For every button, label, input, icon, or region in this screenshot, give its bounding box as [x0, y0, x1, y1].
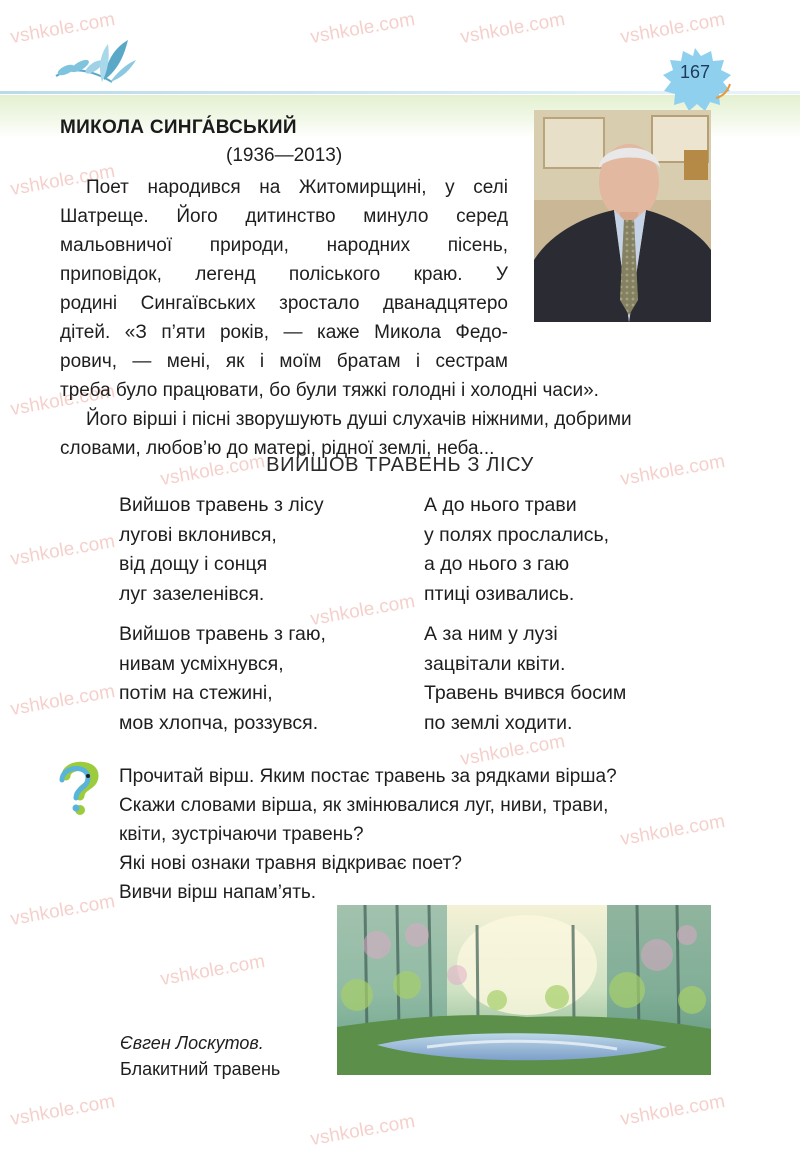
- watermark: vshkole.com: [8, 8, 117, 49]
- biography-wide: [60, 376, 632, 463]
- poem-line: потім на стежині,: [119, 682, 273, 704]
- poem-line: Вийшов травень з лісу: [119, 494, 324, 516]
- poem-line: а до нього з гаю: [424, 553, 570, 575]
- questions-block: [119, 762, 617, 907]
- page-number: 167: [679, 62, 711, 82]
- painting-title: Блакитний травень: [120, 1059, 281, 1079]
- watermark: vshkole.com: [618, 8, 727, 49]
- poem-line: Вийшов травень з гаю,: [119, 623, 326, 645]
- watermark: vshkole.com: [618, 1090, 727, 1131]
- question-line: Скажи словами вірша, як змінювалися луг, ниви, трави,: [119, 795, 609, 816]
- poem-line: А до нього трави: [424, 494, 577, 516]
- watermark: vshkole.com: [308, 590, 417, 631]
- watermark: vshkole.com: [8, 160, 117, 201]
- painting-artist: Євген Лоскутов.: [120, 1033, 264, 1053]
- poem-stanza: [119, 620, 326, 738]
- question-mark-icon: [58, 760, 102, 818]
- poem-title: ВИЙШОВ ТРАВЕНЬ З ЛІСУ: [266, 454, 534, 476]
- bio-line: рович, — мені, як і моїм братам і сестрам: [60, 351, 508, 372]
- bio-line: родині Сингаївських зростало дванадцятеро: [60, 293, 508, 314]
- watermark: vshkole.com: [618, 810, 727, 851]
- poem-line: луг зазеленівся.: [119, 582, 265, 605]
- poem-line: Травень вчився босим: [424, 682, 627, 704]
- bio-line: мальовничої природи, народних пісень,: [60, 235, 508, 256]
- watermark: vshkole.com: [8, 530, 117, 571]
- forest-painting: [337, 905, 711, 1075]
- watermark: vshkole.com: [8, 890, 117, 931]
- bio-line: Шатреще. Його дитинство минуло серед: [60, 206, 508, 227]
- painting-caption: [120, 1030, 280, 1082]
- question-line: квіти, зустрічаючи травень?: [119, 824, 364, 845]
- watermark: vshkole.com: [8, 1090, 117, 1131]
- poem-line: мов хлопча, роззувся.: [119, 711, 319, 734]
- leaf-logo-icon: [52, 36, 138, 88]
- bio-line: треба було працювати, бо були тяжкі голодні і холодні часи».: [60, 380, 599, 401]
- poem-line: по землі ходити.: [424, 711, 573, 734]
- poem-line: у полях прослались,: [424, 523, 610, 546]
- watermark: vshkole.com: [308, 1110, 417, 1151]
- author-name: МИКОЛА СИНГА́ВСЬКИЙ: [60, 117, 297, 138]
- bio-line: дітей. «З п’яти років, — каже Микола Федо-: [60, 322, 508, 343]
- question-line: Які нові ознаки травня відкриває поет?: [119, 853, 462, 874]
- question-line: Вивчи вірш напам’ять.: [119, 882, 317, 903]
- poem-stanza: [424, 620, 626, 738]
- watermark: vshkole.com: [158, 950, 267, 991]
- poem-line: від дощу і сонця: [119, 553, 268, 575]
- biography-narrow: [60, 173, 508, 376]
- watermark: vshkole.com: [158, 450, 267, 491]
- poem-stanza: [424, 491, 609, 609]
- poem-line: птиці озивались.: [424, 582, 575, 605]
- poem-line: зацвітали квіти.: [424, 652, 566, 675]
- poem-line: лугові вклонився,: [119, 523, 277, 546]
- watermark: vshkole.com: [458, 8, 567, 49]
- author-portrait: [534, 110, 711, 322]
- watermark: vshkole.com: [8, 380, 117, 421]
- bio-line: Поет народився на Житомирщині, у селі: [86, 177, 508, 198]
- watermark: vshkole.com: [618, 450, 727, 491]
- bio-line: словами, любов’ю до матері, рідної землі, неба...: [60, 438, 495, 459]
- question-line: Прочитай вірш. Яким постає травень за рядками вірша?: [119, 766, 617, 787]
- poem-line: А за ним у лузі: [424, 623, 558, 645]
- bio-line: приповідок, легенд поліського краю. У: [60, 264, 508, 285]
- bio-line: Його вірші і пісні зворушують душі слухачів ніжними, добрими: [86, 409, 632, 430]
- watermark: vshkole.com: [458, 730, 567, 771]
- author-years: (1936—2013): [226, 145, 343, 166]
- watermark: vshkole.com: [8, 680, 117, 721]
- poem-line: нивам усміхнувся,: [119, 652, 284, 675]
- watermark: vshkole.com: [308, 8, 417, 49]
- poem-stanza: [119, 491, 324, 609]
